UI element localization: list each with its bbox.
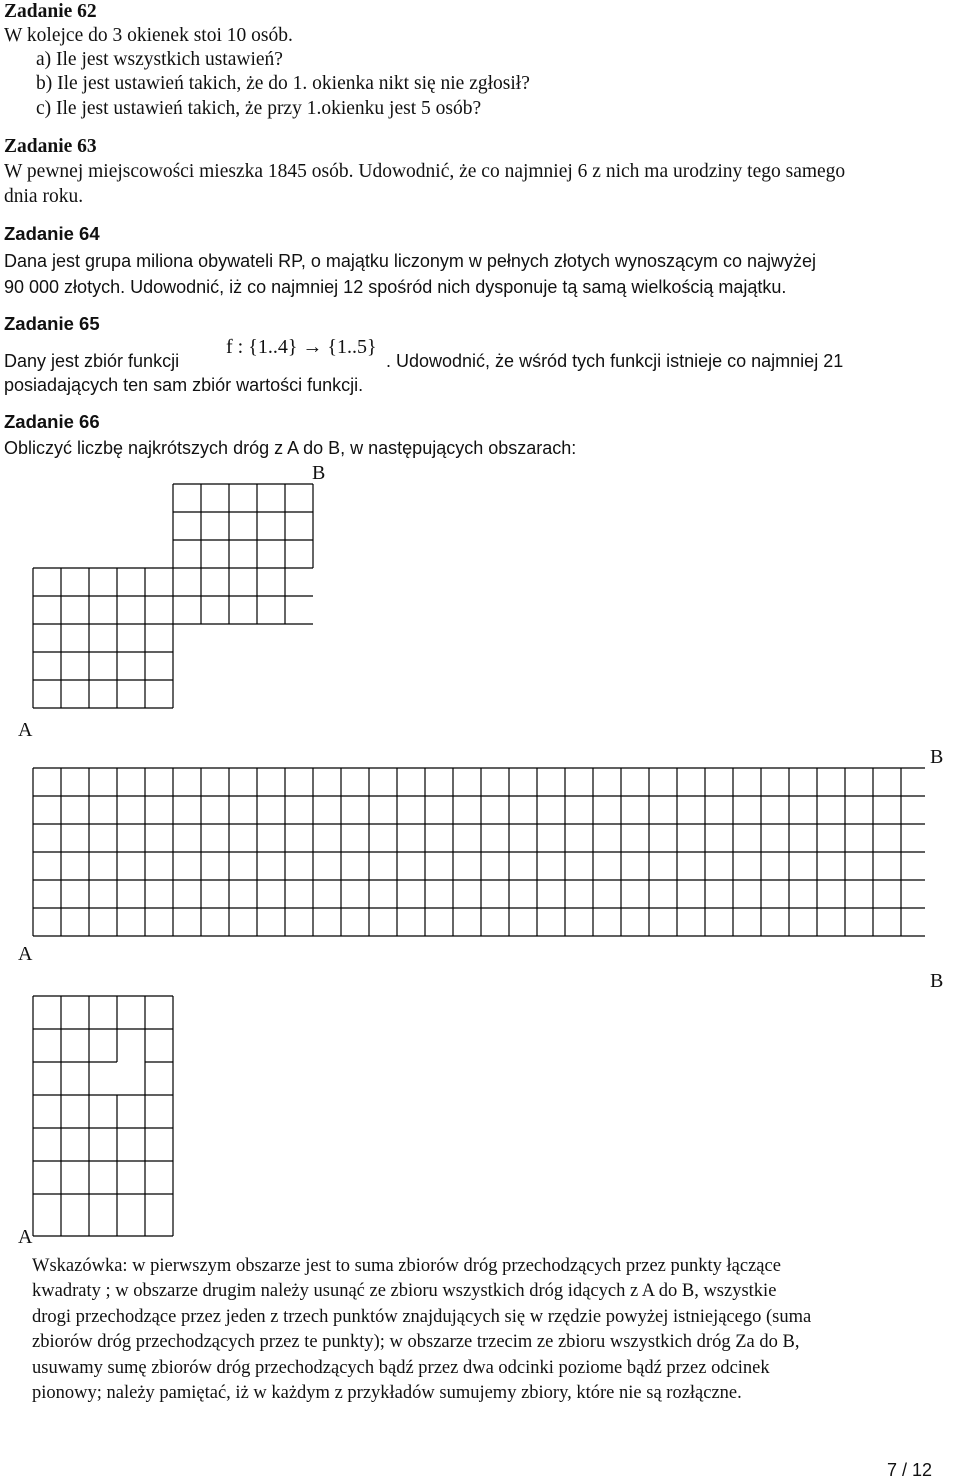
hint-line-2: kwadraty ; w obszarze drugim należy usunąć ze zbioru wszystkich dróg idących z A do B, wszystkie: [32, 1281, 777, 1301]
z62-item-b: b) Ile jest ustawień takich, że do 1. okienka nikt się nie zgłosił?: [36, 73, 530, 94]
page-number: 7 / 12: [886, 1460, 932, 1480]
grid1-label-b: B: [312, 462, 326, 484]
z66-title: Zadanie 66: [4, 411, 100, 432]
grid2: [33, 768, 925, 936]
z64-line1: Dana jest grupa miliona obywateli RP, o majątku liczonym w pełnych złotych wynoszącym co najwyżej: [4, 251, 817, 271]
grid1-label-a: A: [18, 719, 33, 741]
z63-line2: dnia roku.: [4, 186, 84, 207]
grid3-label-a: A: [18, 1226, 33, 1248]
grid3-label-b: B: [930, 970, 944, 992]
z63-line1: W pewnej miejscowości mieszka 1845 osób. Udowodnić, że co najmniej 6 z nich ma urodziny tego samego: [4, 161, 846, 182]
z65-line2: posiadających ten sam zbiór wartości funkcji.: [4, 375, 364, 395]
hint-line-4: zbiorów dróg przechodzących przez te punkty); w obszarze trzecim ze zbioru wszystkich dróg Za do B,: [32, 1332, 800, 1352]
z62-title: Zadanie 62: [4, 1, 97, 22]
z64-line2: 90 000 złotych. Udowodnić, iż co najmniej 12 spośród nich dysponuje tą samą wielkością majątku.: [4, 277, 787, 297]
hint-line-1: Wskazówka: w pierwszym obszarze jest to suma zbiorów dróg przechodzących przez punkty łączące: [32, 1256, 781, 1276]
z65-formula: f : {1..4} → {1..5}: [226, 336, 377, 358]
grid2-label-a: A: [18, 943, 33, 965]
z65-prefix: Dany jest zbiór funkcji: [4, 351, 180, 371]
hint-line-3: drogi przechodzące przez jeden z trzech punktów znajdujących się w rzędzie powyżej istniejącego (suma: [32, 1307, 812, 1327]
z62-item-a: a) Ile jest wszystkich ustawień?: [36, 49, 283, 70]
z64-title: Zadanie 64: [4, 223, 100, 244]
z65-title: Zadanie 65: [4, 313, 100, 334]
z62-intro: W kolejce do 3 okienek stoi 10 osób.: [4, 25, 293, 46]
grid3: [33, 996, 173, 1236]
grid2-label-b: B: [930, 746, 944, 768]
grid1: [33, 484, 313, 708]
hint-line-5: usuwamy sumę zbiorów dróg przechodzących bądź przez dwa odcinki poziome bądź przez odcinek: [32, 1358, 770, 1378]
z63-title: Zadanie 63: [4, 136, 97, 157]
z62-item-c: c) Ile jest ustawień takich, że przy 1.okienku jest 5 osób?: [36, 98, 482, 119]
z66-line1: Obliczyć liczbę najkrótszych dróg z A do B, w następujących obszarach:: [4, 438, 577, 458]
z65-suffix: . Udowodnić, że wśród tych funkcji istnieje co najmniej 21: [386, 351, 844, 371]
hint-line-6: pionowy; należy pamiętać, iż w każdym z przykładów sumujemy zbiory, które nie są rozłączne.: [32, 1383, 742, 1403]
